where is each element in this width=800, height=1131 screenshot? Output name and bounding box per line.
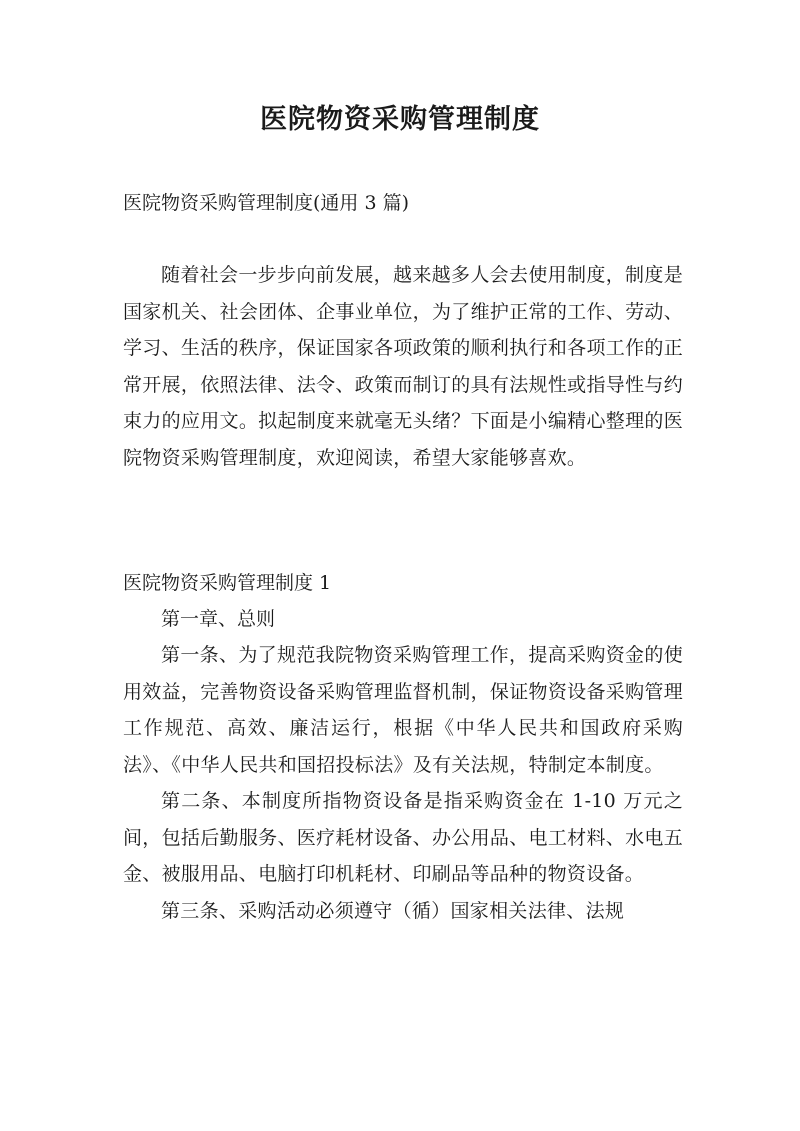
article-1: 第一条、为了规范我院物资采购管理工作，提高采购资金的使用效益，完善物资设备采购管理监督机制，保证物资设备采购管理工作规范、高效、廉洁运行，根据《中华人民共和国政府采购法》、《中华人民共和国招投标法》及有关法规，特制定本制度。: [123, 644, 683, 776]
chapter-heading: 第一章、总则: [161, 608, 276, 630]
article-list: [123, 637, 683, 929]
intro-paragraph: 随着社会一步步向前发展，越来越多人会去使用制度，制度是国家机关、社会团体、企事业单位，为了维护正常的工作、劳动、学习、生活的秩序，保证国家各项政策的顺利执行和各项工作的正常开展，依照法律、法令、政策而制订的具有法规性或指导性与约束力的应用文。拟起制度来就毫无头绪？下面是小编精心整理的医院物资采购管理制度，欢迎阅读，希望大家能够喜欢。: [123, 264, 683, 469]
document-title: 医院物资采购管理制度: [260, 104, 540, 135]
article-2: 第二条、本制度所指物资设备是指采购资金在 1-10 万元之间，包括后勤服务、医疗耗材设备、办公用品、电工材料、水电五金、被服用品、电脑打印机耗材、印刷品等品种的物资设备。: [123, 790, 683, 885]
document-subtitle: 医院物资采购管理制度(通用 3 篇): [123, 192, 409, 214]
section-heading: 医院物资采购管理制度 1: [123, 572, 332, 594]
article-3: 第三条、采购活动必须遵守（循）国家相关法律、法规: [161, 899, 625, 922]
